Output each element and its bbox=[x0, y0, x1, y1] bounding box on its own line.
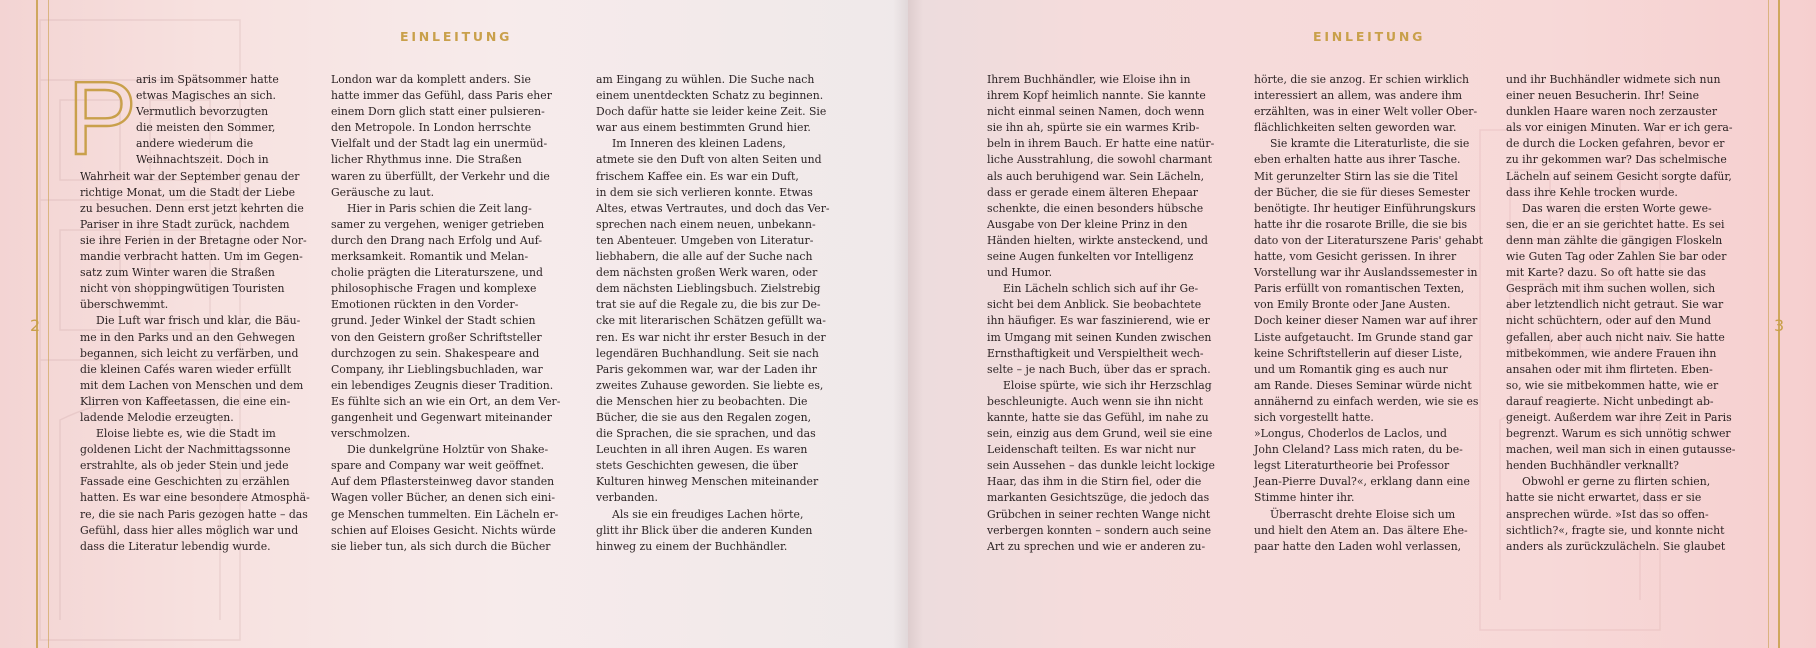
text-line: London war da komplett anders. Sie bbox=[331, 73, 531, 86]
text-line: Ihrem Buchhändler, wie Eloise ihn in bbox=[987, 73, 1191, 86]
text-line: hatten. Es war eine besondere Atmosphä- bbox=[80, 491, 310, 505]
text-line: satz zum Winter waren die Straßen bbox=[80, 266, 275, 280]
text-line: grund. Jeder Winkel der Stadt schien bbox=[331, 314, 536, 328]
text-line: schenkte, die einen besonders hübsche bbox=[987, 201, 1204, 215]
text-line: sie lieber tun, als sich durch die Bücher bbox=[331, 539, 551, 553]
text-line: seine Augen funkelten vor Intelligenz bbox=[987, 250, 1194, 264]
text-line: sich vorgestellt hatte. bbox=[1254, 410, 1374, 424]
running-header: EINLEITUNG bbox=[400, 29, 513, 44]
text-line: Auf dem Pflastersteinweg davor standen bbox=[331, 475, 555, 489]
text-line: zweites Zuhause geworden. Sie liebte es, bbox=[596, 378, 824, 392]
text-line: anders als zurückzulächeln. Sie glaubet bbox=[1506, 539, 1726, 553]
text-line: der Bücher, die sie für dieses Semester bbox=[1254, 185, 1470, 199]
text-line: wie Guten Tag oder Zahlen Sie bar oder bbox=[1506, 250, 1727, 264]
text-line: verbanden. bbox=[596, 491, 658, 505]
text-line: Doch keiner dieser Namen war auf ihrer bbox=[1254, 314, 1478, 328]
text-line: Jean-Pierre Duval?«, erklang dann eine bbox=[1254, 475, 1470, 489]
text-line: dato von der Literaturszene Paris' gehabt bbox=[1254, 233, 1483, 247]
text-line: Kulturen hinweg Menschen miteinander bbox=[596, 475, 819, 489]
text-line: cholie prägten die Literaturszene, und bbox=[331, 266, 543, 280]
text-line: hatte ihr die rosarote Brille, die sie bis bbox=[1254, 217, 1468, 231]
text-line: dem nächsten großen Werk waren, oder bbox=[596, 266, 818, 280]
text-line: andere wiederum die bbox=[136, 137, 254, 151]
text-line: dass er gerade einem älteren Ehepaar bbox=[987, 185, 1198, 199]
text-line: mit dem Lachen von Menschen und dem bbox=[80, 378, 304, 392]
text-line: durchzogen zu sein. Shakespeare and bbox=[331, 346, 540, 360]
text-line: zu ihr gekommen war? Das schelmische bbox=[1506, 153, 1727, 167]
text-line: Überrascht drehte Eloise sich um bbox=[1270, 507, 1456, 521]
text-line: zu besuchen. Denn erst jetzt kehrten die bbox=[80, 201, 304, 215]
text-line: Die dunkelgrüne Holztür von Shake- bbox=[347, 443, 549, 457]
text-line: nicht schüchtern, oder auf den Mund bbox=[1506, 314, 1712, 328]
text-line: frischem Kaffee ein. Es war ein Duft, bbox=[596, 169, 799, 183]
text-line: benötigte. Ihr heutiger Einführungskurs bbox=[1254, 201, 1476, 215]
text-line: sein, einzig aus dem Grund, weil sie eine bbox=[987, 427, 1213, 441]
text-line: hatte, vom Gesicht gerissen. In ihrer bbox=[1254, 250, 1457, 264]
text-line: geneigt. Außerdem war ihre Zeit in Paris bbox=[1506, 410, 1732, 424]
text-line: Company, ihr Lieblingsbuchladen, war bbox=[331, 362, 543, 376]
text-column-3 bbox=[1506, 72, 1735, 555]
text-line: ge Menschen tummelten. Ein Lächeln er- bbox=[331, 507, 559, 521]
text-line: licher Rhythmus inne. Die Straßen bbox=[331, 153, 522, 167]
text-line: Ein Lächeln schlich sich auf ihr Ge- bbox=[1003, 282, 1199, 296]
text-line: ladende Melodie erzeugten. bbox=[80, 410, 234, 424]
text-line: die Menschen hier zu beobachten. Die bbox=[596, 394, 808, 408]
text-line: waren zu überfüllt, der Verkehr und die bbox=[331, 169, 550, 183]
text-column-2 bbox=[331, 72, 560, 555]
text-line: interessiert an allem, was andere ihm bbox=[1254, 89, 1463, 103]
text-line: Fassade eine Geschichten zu erzählen bbox=[80, 475, 290, 489]
text-line: Klirren von Kaffeetassen, die eine ein- bbox=[80, 394, 291, 408]
text-line: legst Literaturtheorie bei Professor bbox=[1254, 459, 1450, 473]
text-line: hatte immer das Gefühl, dass Paris eher bbox=[331, 89, 552, 103]
text-line: henden Buchhändler verknallt? bbox=[1506, 459, 1679, 473]
text-line: hinweg zu einem der Buchhändler. bbox=[596, 539, 788, 553]
text-line: Grübchen in seiner rechten Wange nicht bbox=[987, 507, 1211, 521]
text-line: gefallen, aber auch nicht naiv. Sie hatte bbox=[1506, 330, 1725, 344]
text-line: Lächeln auf seinem Gesicht sorgte dafür, bbox=[1506, 169, 1732, 183]
text-line: dass ihre Kehle trocken wurde. bbox=[1506, 185, 1678, 199]
text-line: Paris erfüllt von romantischen Texten, bbox=[1254, 282, 1465, 296]
text-line: Geräusche zu laut. bbox=[331, 185, 435, 199]
text-line: stets Geschichten gewesen, die über bbox=[596, 459, 798, 473]
text-line: sie ihn ah, spürte sie ein warmes Krib- bbox=[987, 121, 1200, 135]
text-line: ansprechen würde. »Ist das so offen- bbox=[1506, 507, 1709, 521]
text-line: liebhabern, die alle auf der Suche nach bbox=[596, 250, 813, 264]
text-line: Paris gekommen war, war der Laden ihr bbox=[596, 362, 817, 376]
text-line: cke mit literarischen Schätzen gefüllt wa- bbox=[596, 314, 826, 328]
text-line: einem unentdeckten Schatz zu beginnen. bbox=[596, 89, 824, 103]
text-line: Bücher, die sie aus den Regalen zogen, bbox=[596, 410, 812, 424]
text-line: im Umgang mit seinen Kunden zwischen bbox=[987, 330, 1212, 344]
text-line: Altes, etwas Vertrautes, und doch das Ver- bbox=[596, 201, 830, 215]
text-line: ansahen oder mit ihm flirteten. Eben- bbox=[1506, 362, 1713, 376]
text-line: nicht einmal seinen Namen, doch wenn bbox=[987, 105, 1205, 119]
text-line: Vorstellung war ihr Auslandssemester in bbox=[1254, 266, 1478, 280]
text-line: aber letztendlich nicht getraut. Sie war bbox=[1506, 298, 1724, 312]
text-line: einer neuen Besucherin. Ihr! Seine bbox=[1506, 89, 1700, 103]
text-line: verschmolzen. bbox=[331, 427, 411, 441]
text-line: erzählten, was in einer Welt voller Ober- bbox=[1254, 105, 1478, 119]
text-line: Art zu sprechen und wie er anderen zu- bbox=[987, 539, 1206, 553]
text-line: keine Schriftstellerin auf dieser Liste, bbox=[1254, 346, 1463, 360]
text-line: trat sie auf die Regale zu, die bis zur De- bbox=[596, 298, 821, 312]
text-line: ihn häufiger. Es war faszinierend, wie er bbox=[987, 314, 1210, 328]
text-line: denn man zählte die gängigen Floskeln bbox=[1506, 233, 1723, 247]
text-line: gangenheit und Gegenwart miteinander bbox=[331, 410, 552, 424]
text-line: Weihnachtszeit. Doch in bbox=[136, 153, 269, 167]
text-line: nicht von shoppingwütigen Touristen bbox=[80, 282, 285, 296]
text-line: annähernd zu einfach werden, wie sie es bbox=[1254, 394, 1479, 408]
text-line: ihrem Kopf heimlich nannte. Sie kannte bbox=[987, 89, 1206, 103]
text-line: begannen, sich leicht zu verfärben, und bbox=[80, 346, 299, 360]
page-number: 2 bbox=[30, 316, 41, 335]
text-line: und Humor. bbox=[987, 266, 1053, 280]
text-column-1 bbox=[80, 72, 310, 555]
text-line: Doch dafür hatte sie leider keine Zeit. Sie bbox=[596, 105, 827, 119]
text-line: eben erhalten hatte aus ihrer Tasche. bbox=[1254, 153, 1461, 167]
text-line: Ausgabe von Der kleine Prinz in den bbox=[987, 217, 1188, 231]
text-line: kannte, hatte sie das Gefühl, im nahe zu bbox=[987, 410, 1209, 424]
text-line: glitt ihr Blick über die anderen Kunden bbox=[596, 523, 813, 537]
text-line: die kleinen Cafés waren wieder erfüllt bbox=[80, 362, 292, 376]
text-line: als vor einigen Minuten. War er ich gera- bbox=[1506, 121, 1733, 135]
text-column-2 bbox=[1254, 72, 1483, 555]
text-line: atmete sie den Duft von alten Seiten und bbox=[596, 153, 822, 167]
text-line: Gefühl, dass hier alles möglich war und bbox=[80, 523, 299, 537]
text-line: Als sie ein freudiges Lachen hörte, bbox=[612, 507, 804, 521]
text-line: sicht bei dem Anblick. Sie beobachtete bbox=[987, 298, 1202, 312]
text-line: schien auf Eloises Gesicht. Nichts würde bbox=[331, 523, 556, 537]
text-line: hatte sie nicht erwartet, dass er sie bbox=[1506, 491, 1702, 505]
text-line: sen, die er an sie gerichtet hatte. Es sei bbox=[1506, 217, 1725, 231]
text-line: war aus einem bestimmten Grund hier. bbox=[596, 121, 811, 135]
text-line: Obwohl er gerne zu flirten schien, bbox=[1522, 475, 1711, 489]
text-line: Das waren die ersten Worte gewe- bbox=[1522, 201, 1712, 215]
text-line: überschwemmt. bbox=[80, 298, 169, 312]
text-line: einem Dorn glich statt einer pulsieren- bbox=[331, 105, 545, 119]
text-line: mandie verbracht hatten. Um im Gegen- bbox=[80, 250, 303, 264]
text-line: Im Inneren des kleinen Ladens, bbox=[612, 137, 786, 151]
text-line: Wagen voller Bücher, an denen sich eini- bbox=[331, 491, 556, 505]
text-line: in dem sie sich verlieren konnte. Etwas bbox=[596, 185, 813, 199]
text-line: hörte, die sie anzog. Er schien wirklich bbox=[1254, 73, 1470, 86]
text-line: machen, weil man sich in einen gutausse- bbox=[1506, 443, 1736, 457]
text-line: mit Karte? dazu. So oft hatte sie das bbox=[1506, 266, 1706, 280]
text-line: de durch die Locken gefahren, bevor er bbox=[1506, 137, 1725, 151]
text-line: liche Ausstrahlung, die sowohl charmant bbox=[987, 153, 1212, 167]
text-line: am Rande. Dieses Seminar würde nicht bbox=[1254, 378, 1472, 392]
page-number: 3 bbox=[1774, 316, 1785, 335]
text-line: von Emily Bronte oder Jane Austen. bbox=[1254, 298, 1451, 312]
text-line: Sie kramte die Literaturliste, die sie bbox=[1270, 137, 1470, 151]
text-line: Leuchten in all ihren Augen. Es waren bbox=[596, 443, 808, 457]
text-line: Pariser in ihre Stadt zurück, nachdem bbox=[80, 217, 290, 231]
text-line: verbergen konnten – sondern auch seine bbox=[987, 523, 1212, 537]
text-line: sein Aussehen – das dunkle leicht lockige bbox=[987, 459, 1215, 473]
text-line: John Cleland? Lass mich raten, du be- bbox=[1254, 443, 1463, 457]
text-line: ein lebendiges Zeugnis dieser Tradition. bbox=[331, 378, 554, 392]
text-line: flächlichkeiten selten geworden war. bbox=[1254, 121, 1457, 135]
text-line: sichtlich?«, fragte sie, und konnte nicht bbox=[1506, 523, 1725, 537]
text-line: dem nächsten Lieblingsbuch. Zielstrebig bbox=[596, 282, 821, 296]
text-line: ten Abenteuer. Umgeben von Literatur- bbox=[596, 233, 814, 247]
text-line: Händen hielten, wirkte ansteckend, und bbox=[987, 233, 1208, 247]
text-line: merksamkeit. Romantik und Melan- bbox=[331, 250, 529, 264]
text-line: paar hatte den Laden wohl verlassen, bbox=[1254, 539, 1462, 553]
text-line: Ernsthaftigkeit und Verspieltheit wech- bbox=[987, 346, 1204, 360]
text-line: den Metropole. In London herrschte bbox=[331, 121, 532, 135]
text-column-1 bbox=[987, 72, 1215, 555]
text-line: durch den Drang nach Erfolg und Auf- bbox=[331, 233, 543, 247]
text-line: sie ihre Ferien in der Bretagne oder Nor- bbox=[80, 233, 307, 247]
text-line: begrenzt. Warum es sich unnötig schwer bbox=[1506, 427, 1731, 441]
gold-frame-line-thin bbox=[48, 0, 49, 648]
text-line: goldenen Licht der Nachmittagssonne bbox=[80, 443, 291, 457]
text-line: Eloise liebte es, wie die Stadt im bbox=[96, 427, 276, 441]
text-line: Hier in Paris schien die Zeit lang- bbox=[347, 201, 532, 215]
text-line: Vermutlich bevorzugten bbox=[136, 105, 269, 119]
text-line: markanten Gesichtszüge, die jedoch das bbox=[987, 491, 1210, 505]
text-line: sprechen nach einem neuen, unbekann- bbox=[596, 217, 816, 231]
text-line: Liste aufgetaucht. Im Grunde stand gar bbox=[1254, 330, 1473, 344]
text-line: Vielfalt und der Stadt lag ein unermüd- bbox=[331, 137, 548, 151]
text-line: beln in ihrem Bauch. Er hatte eine natür- bbox=[987, 137, 1215, 151]
text-line: dass die Literatur lebendig wurde. bbox=[80, 539, 271, 553]
text-line: Wahrheit war der September genau der bbox=[80, 169, 300, 183]
text-line: re, die sie nach Paris gezogen hatte – das bbox=[80, 507, 308, 521]
text-line: erstrahlte, als ob jeder Stein und jede bbox=[80, 459, 289, 473]
text-line: die Sprachen, die sie sprachen, und das bbox=[596, 427, 816, 441]
text-line: spare and Company war weit geöffnet. bbox=[331, 459, 545, 473]
text-line: Eloise spürte, wie sich ihr Herzschlag bbox=[1003, 378, 1212, 392]
text-line: philosophische Fragen und komplexe bbox=[331, 282, 537, 296]
text-line: etwas Magisches an sich. bbox=[136, 89, 276, 103]
text-line: Mit gerunzelter Stirn las sie die Titel bbox=[1254, 169, 1458, 183]
dropcap-glyph: P bbox=[67, 61, 137, 177]
text-line: und hielt den Atem an. Das ältere Ehe- bbox=[1254, 523, 1468, 537]
text-line: Stimme hinter ihr. bbox=[1254, 491, 1355, 505]
running-header: EINLEITUNG bbox=[1313, 29, 1426, 44]
text-line: dunklen Haare waren noch zerzauster bbox=[1506, 105, 1718, 119]
text-line: darauf reagierte. Nicht unbedingt ab- bbox=[1506, 394, 1714, 408]
text-line: mitbekommen, wie andere Frauen ihn bbox=[1506, 346, 1717, 360]
text-line: Die Luft war frisch und klar, die Bäu- bbox=[96, 314, 301, 328]
text-line: von den Geistern großer Schriftsteller bbox=[331, 330, 542, 344]
text-line: richtige Monat, um die Stadt der Liebe bbox=[80, 185, 296, 199]
text-line: als auch beruhigend war. Sein Lächeln, bbox=[987, 169, 1205, 183]
text-line: aris im Spätsommer hatte bbox=[136, 73, 279, 86]
text-line: und um Romantik ging es auch nur bbox=[1254, 362, 1448, 376]
text-line: Leidenschaft teilten. Es war nicht nur bbox=[987, 443, 1196, 457]
text-line: »Longus, Choderlos de Laclos, und bbox=[1254, 427, 1448, 441]
text-line: und ihr Buchhändler widmete sich nun bbox=[1506, 73, 1721, 86]
text-line: me in den Parks und an den Gehwegen bbox=[80, 330, 296, 344]
text-line: samer zu vergehen, weniger getrieben bbox=[331, 217, 545, 231]
text-column-3 bbox=[596, 72, 830, 555]
text-line: Emotionen rückten in den Vorder- bbox=[331, 298, 519, 312]
text-line: Gespräch mit ihm suchen wollen, sich bbox=[1506, 282, 1716, 296]
text-line: so, wie sie mitbekommen hatte, wie er bbox=[1506, 378, 1719, 392]
book-gutter bbox=[893, 0, 923, 648]
text-line: am Eingang zu wühlen. Die Suche nach bbox=[596, 73, 815, 86]
text-line: die meisten den Sommer, bbox=[136, 121, 276, 135]
text-line: ren. Es war nicht ihr erster Besuch in der bbox=[596, 330, 826, 344]
text-line: Haar, das ihm in die Stirn fiel, oder die bbox=[987, 475, 1202, 489]
gold-frame-line-thin bbox=[1768, 0, 1769, 648]
text-line: selte – je nach Buch, über das er sprach. bbox=[987, 362, 1211, 376]
text-line: beschleunigte. Auch wenn sie ihn nicht bbox=[987, 394, 1203, 408]
text-line: Es fühlte sich an wie ein Ort, an dem Ver- bbox=[331, 394, 561, 408]
text-line: legendären Buchhandlung. Seit sie nach bbox=[596, 346, 819, 360]
